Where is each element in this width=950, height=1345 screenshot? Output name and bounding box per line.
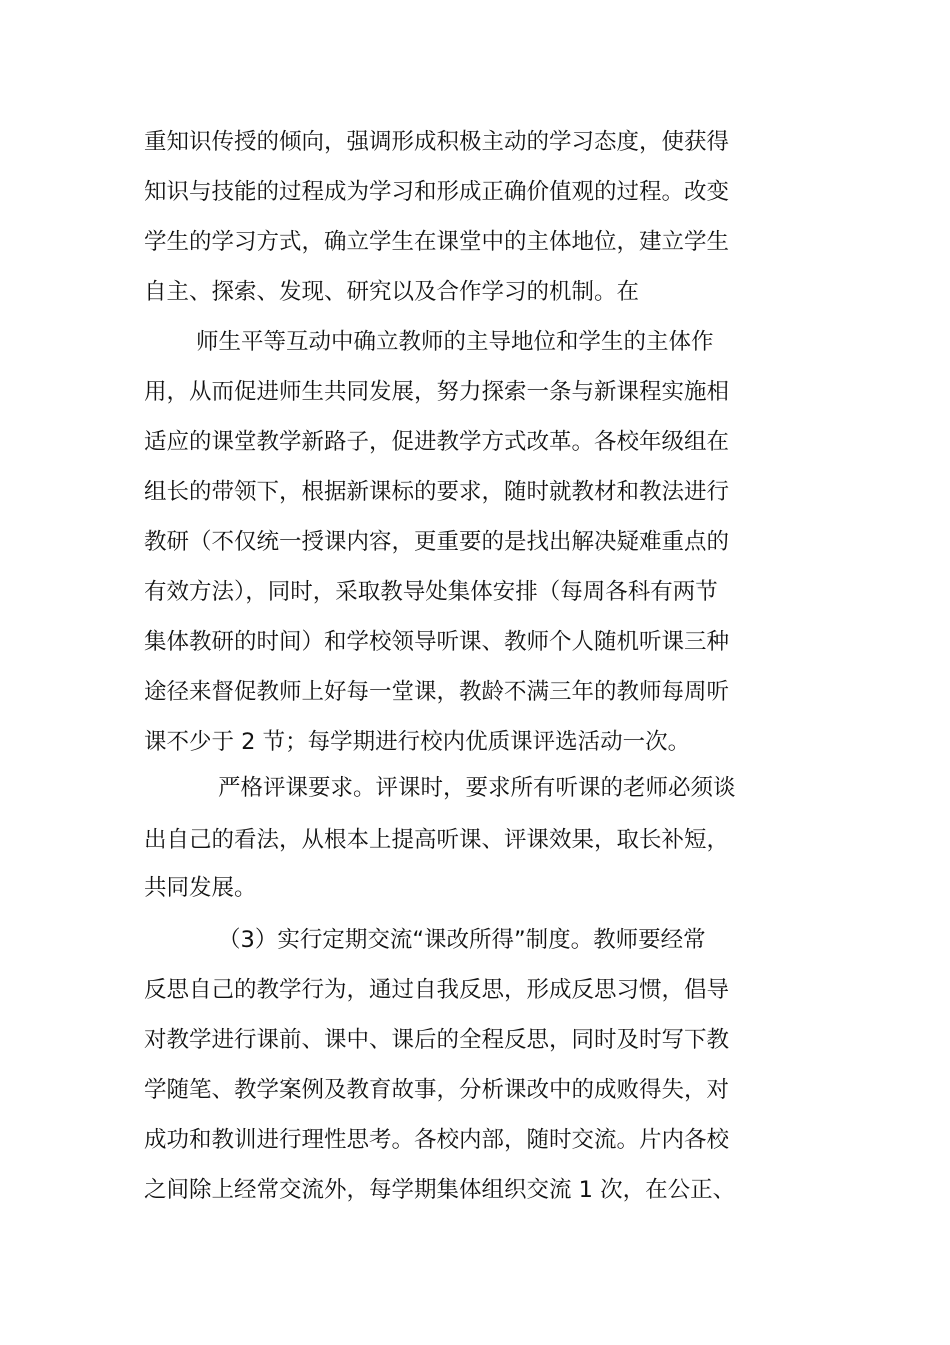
text-line: 共同发展。: [144, 875, 257, 901]
text-line: 集体教研的时间）和学校领导听课、教师个人随机听课三种: [144, 629, 730, 655]
text-line: 学生的学习方式，确立学生在课堂中的主体地位，建立学生: [144, 229, 730, 255]
text-line: 师生平等互动中确立教师的主导地位和学生的主体作: [196, 329, 714, 355]
text-line: 知识与技能的过程成为学习和形成正确价值观的过程。改变: [144, 179, 730, 205]
text-line: 自主、探索、发现、研究以及合作学习的机制。在: [144, 279, 640, 305]
text-line: 严格评课要求。评课时，要求所有听课的老师必须谈: [218, 775, 736, 801]
text-line: 出自己的看法，从根本上提高听课、评课效果，取长补短，: [144, 827, 730, 853]
text-line: 学随笔、教学案例及教育故事，分析课改中的成败得失，对: [144, 1077, 730, 1103]
text-line: 适应的课堂教学新路子，促进教学方式改革。各校年级组在: [144, 429, 730, 455]
text-line: 用，从而促进师生共同发展，努力探索一条与新课程实施相: [144, 379, 730, 405]
text-line: 教研（不仅统一授课内容，更重要的是找出解决疑难重点的: [144, 529, 730, 555]
text-line: 组长的带领下，根据新课标的要求，随时就教材和教法进行: [144, 479, 730, 505]
text-line: 对教学进行课前、课中、课后的全程反思，同时及时写下教: [144, 1027, 730, 1053]
text-line: 反思自己的教学行为，通过自我反思，形成反思习惯，倡导: [144, 977, 730, 1003]
text-line: 重知识传授的倾向，强调形成积极主动的学习态度，使获得: [144, 129, 730, 155]
text-line: 课不少于 2 节；每学期进行校内优质课评选活动一次。: [144, 729, 691, 755]
text-line: 之间除上经常交流外，每学期集体组织交流 1 次，在公正、: [144, 1177, 736, 1203]
text-line: （3）实行定期交流“课改所得”制度。教师要经常: [218, 927, 706, 953]
text-line: 成功和教训进行理性思考。各校内部，随时交流。片内各校: [144, 1127, 730, 1153]
text-line: 有效方法），同时，采取教导处集体安排（每周各科有两节: [144, 579, 718, 605]
text-line: 途径来督促教师上好每一堂课，教龄不满三年的教师每周听: [144, 679, 730, 705]
